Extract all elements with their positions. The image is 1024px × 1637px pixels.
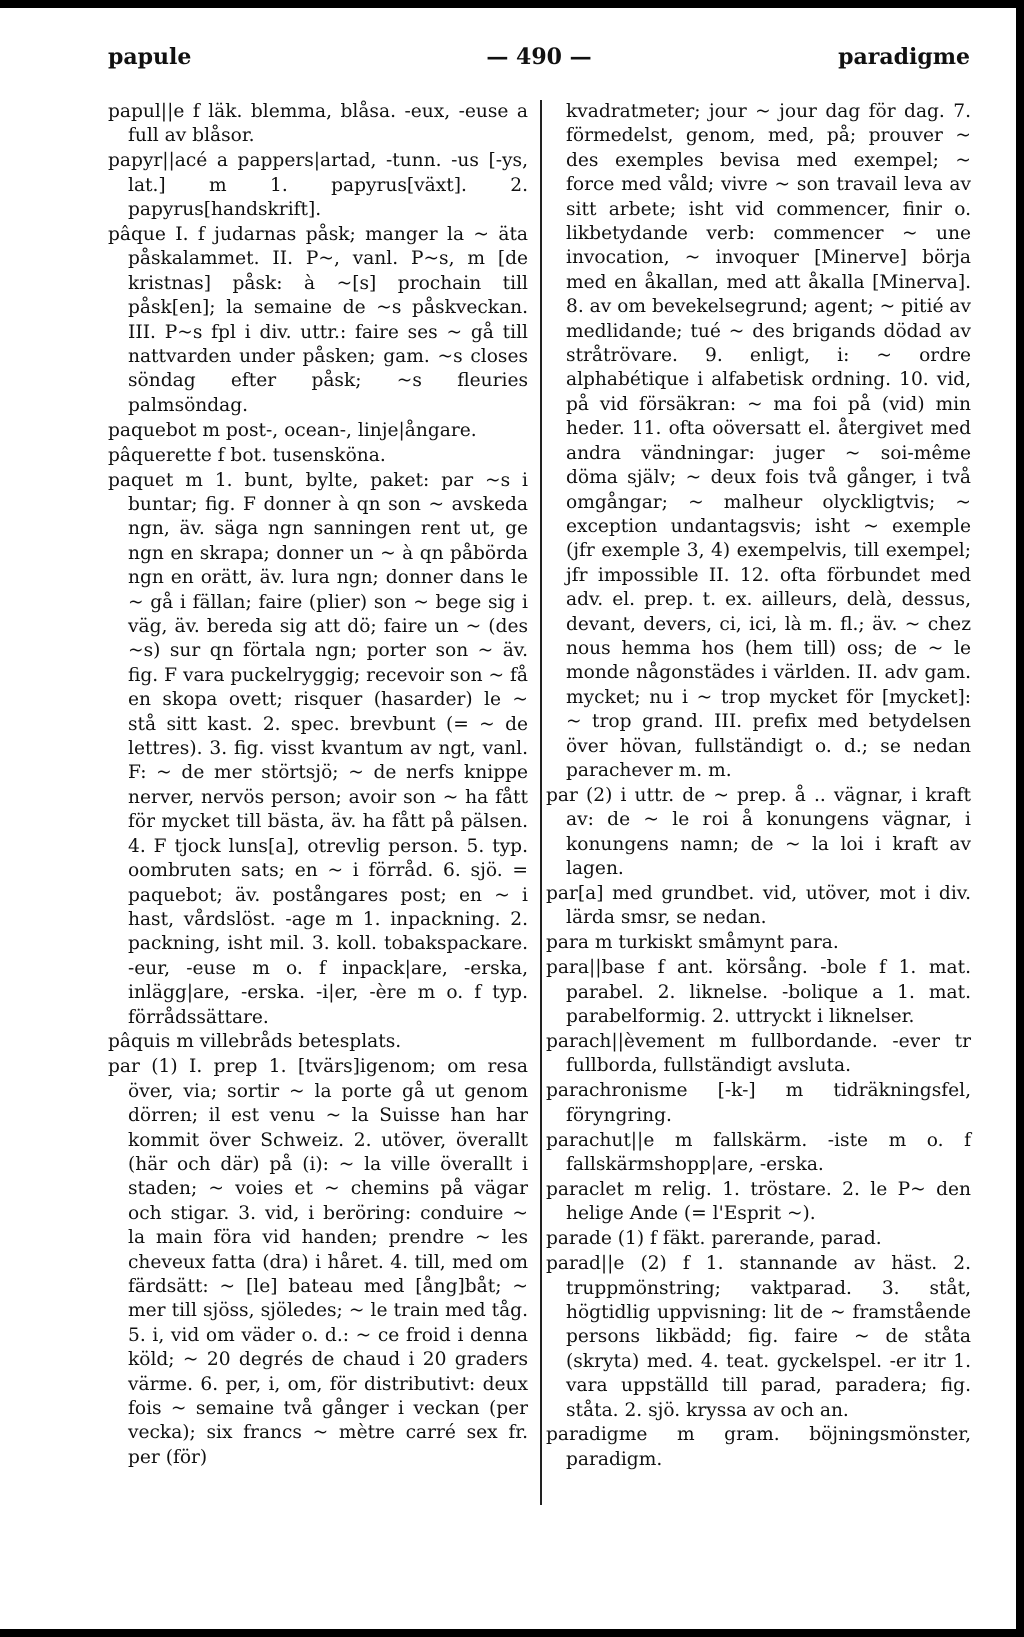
scan-border-right: [1016, 0, 1024, 1637]
dictionary-entry: pâquis m villebråds betesplats.: [108, 1031, 402, 1053]
right-column: [546, 100, 971, 1473]
dictionary-entry: parach||èvement m fullbordande. -ever tr fullborda, fullständigt avsluta.: [546, 1030, 971, 1077]
dictionary-entry: par[a] med grundbet. vid, utöver, mot i div. lärda smsr, se nedan.: [546, 883, 971, 929]
dictionary-entry: kvadratmeter; jour ~ jour dag för dag. 7. förmedelst, genom, med, på; prouver ~ des exemples bevisa med exempel; ~ force med våld; vivre ~ son travail leva av sitt arbete; isht vid commencer, finir o. likbetydande verb: commencer ~ une invocation, ~ invoquer [Minerve] börja med en åkallan, med att åkalla [Minerva]. 8. av om bevekelsegrund; agent; ~ pitié av medlidande; tué ~ des brigands dödad av stråtrövare. 9. enligt, i: ~ ordre alphabétique i alfabetisk ordning. 10. vid, på vid försäkran: ~ ma foi på (vid) min heder. 11. ofta oöversatt el. återgivet med andra vändningar: juger ~ soi-même döma själv; ~ deux fois två gånger, i två omgångar; ~ malheur olyckligtvis; ~ exception undantagsvis; isht ~ exemple (jfr exemple 3, 4) exempelvis, till exempel; jfr impossible II. 12. ofta förbundet med adv. el. prep. t. ex. ailleurs, delà, dessus, devant, devers, ci, ici, là m. fl.; äv. ~ chez nous hemma hos (hem till) oss; de ~ le monde någonstädes i världen. II. adv gam. mycket; nu i ~ trop mycket för [mycket]: ~ trop grand. III. prefix med betydelsen över hövan, fullständigt o. d.; se nedan parachever m. m.: [566, 101, 971, 781]
header-first-word: papule: [108, 44, 192, 70]
dictionary-entry: pâquerette f bot. tusensköna.: [108, 444, 386, 466]
dictionary-entry: paraclet m relig. 1. tröstare. 2. le P~ den helige Ande (= l'Esprit ~).: [546, 1178, 971, 1225]
dictionary-entry: parachut||e m fallskärm. -iste m o. f fallskärmshopp|are, -erska.: [546, 1129, 971, 1175]
header-last-word: paradigme: [838, 44, 970, 70]
dictionary-entry: parad||e (2) f 1. stannande av häst. 2. truppmönstring; vaktparad. 3. ståt, högtidlig uppvisning: lit de ~ framstående persons likbädd; fig. faire ~ de ståta (skryta) med. 4. teat. gyckelspel. -er itr 1. vara uppställd till parad, paradera; fig. ståta. 2. sjö. kryssa av och an.: [546, 1253, 971, 1421]
dictionary-entry: paquebot m post-, ocean-, linje|ångare.: [108, 419, 477, 441]
dictionary-entry: parade (1) f fäkt. parerande, parad.: [546, 1228, 882, 1250]
dictionary-entry: papyr||acé a pappers|artad, -tunn. -us [-ys, lat.] m 1. papyrus[växt]. 2. papyrus[handskrift].: [108, 150, 528, 221]
page-header: [108, 44, 970, 74]
scan-border-top: [0, 0, 1024, 8]
page-number: — 490 —: [486, 44, 592, 70]
dictionary-entry: para m turkiskt småmynt para.: [546, 932, 839, 954]
dictionary-entry: par (2) i uttr. de ~ prep. å .. vägnar, i kraft av: de ~ le roi å konungens vägnar, i konungens namn; de ~ la loi i kraft av lagen.: [546, 784, 971, 880]
dictionary-entry: para||base f ant. körsång. -bole f 1. mat. parabel. 2. liknelse. -bolique a 1. mat. parabelformig. 2. uttryckt i liknelser.: [546, 957, 971, 1028]
column-divider: [540, 100, 542, 1505]
scan-border-bottom: [0, 1629, 1024, 1637]
dictionary-entry: paquet m 1. bunt, bylte, paket: par ~s i buntar; fig. F donner à qn son ~ avskeda ngn, äv. säga ngn sanningen rent ut, ge ngn en skrapa; donner un ~ à qn påbörda ngn en orätt, äv. lura ngn; donner dans le ~ gå i fällan; faire (plier) son ~ bege sig i väg, äv. bereda sig att dö; faire un ~ (des ~s) sur qn förtala ngn; porter son ~ äv. fig. F vara puckelryggig; recevoir son ~ få en skopa ovett; risquer (hasarder) le ~ stå sitt kast. 2. spec. brevbunt (= ~ de lettres). 3. fig. visst kvantum av ngt, vanl. F: ~ de mer störtsjö; ~ de nerfs knippe nerver, nervös person; avoir son ~ ha fått för mycket till bästa, äv. ha fått på pälsen. 4. F tjock luns[a], otrevlig person. 5. typ. oombruten sats; en ~ i förråd. 6. sjö. = paquebot; äv. postångares post; en ~ i hast, vårdslöst. -age m 1. inpackning. 2. packning, isht mil. 3. koll. tobakspackare. -eur, -euse m o. f inpack|are, -erska, inlägg|are, -erska. -i|er, -ère m o. f typ. förrådssättare.: [108, 469, 528, 1028]
dictionary-entry: paradigme m gram. böjningsmönster, paradigm.: [546, 1424, 971, 1470]
dictionary-entry: parachronisme [-k-] m tidräkningsfel, föryngring.: [546, 1080, 971, 1126]
left-column: [108, 100, 528, 1471]
dictionary-entry: papul||e f läk. blemma, blåsa. -eux, -euse a full av blåsor.: [108, 101, 528, 147]
dictionary-entry: par (1) I. prep 1. [tvärs]igenom; om resa över, via; sortir ~ la porte gå ut genom dörren; il est venu ~ la Suisse han har kommit över Schweiz. 2. utöver, överallt (här och där) på (i): ~ la ville överallt i staden; ~ voies et ~ chemins på vägar och stigar. 3. vid, i beröring: conduire ~ la main föra vid handen; prendre ~ les cheveux fatta (dra) i håret. 4. till, med om färdsätt: ~ [le] bateau med [ång]båt; ~ mer till sjöss, sjöledes; ~ le train med tåg. 5. i, vid om väder o. d.: ~ ce froid i denna köld; ~ 20 degrés de chaud i 20 graders värme. 6. per, i, om, för distributivt: deux fois ~ semaine två gånger i veckan (per vecka); six francs ~ mètre carré sex fr. per (för): [108, 1056, 528, 1468]
dictionary-entry: pâque I. f judarnas påsk; manger la ~ äta påskalammet. II. P~, vanl. P~s, m [de kristnas] påsk: à ~[s] prochain till påsk[en]; la semaine de ~s påskveckan. III. P~s fpl i div. uttr.: faire ses ~ gå till nattvarden under påsken; gam. ~s closes söndag efter påsk; ~s fleuries palmsöndag.: [108, 224, 528, 416]
